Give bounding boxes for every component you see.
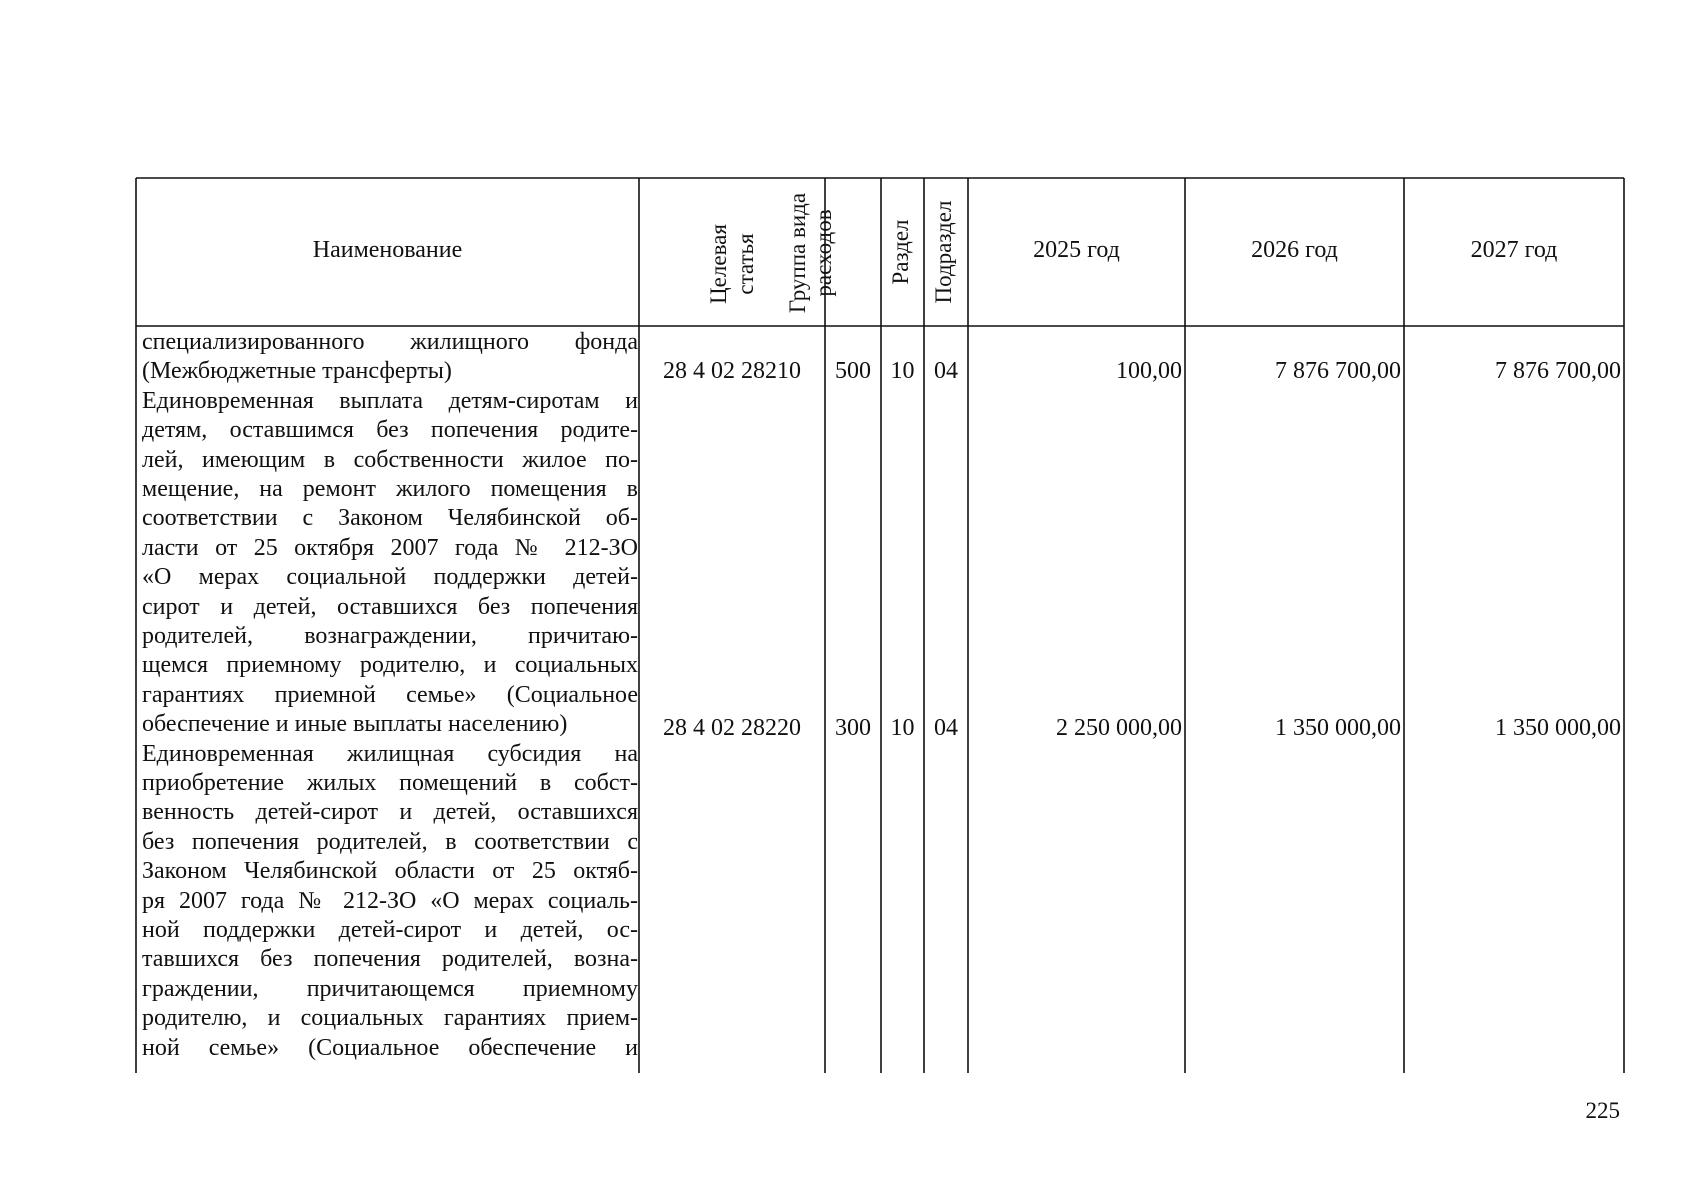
desc-line: «О мерах социальной поддержки детей- [142, 564, 638, 590]
header-2025: 2025 год [1033, 237, 1120, 263]
row1-2025: 100,00 [1116, 358, 1182, 384]
desc-line: сирот и детей, оставшихся без попечения [142, 594, 638, 620]
header-section: Раздел [888, 219, 913, 285]
desc-line: гарантиях приемной семье» (Социальное [142, 682, 638, 708]
desc-line: приобретение жилых помещений в собст- [142, 770, 638, 796]
row2-2025: 2 250 000,00 [1056, 715, 1182, 741]
row1-group: 500 [835, 358, 871, 384]
page-number: 225 [1585, 1098, 1620, 1123]
header-target-line2: статья [733, 233, 758, 295]
header-target [705, 146, 759, 382]
header-group-line1: Группа вида [785, 192, 810, 314]
row2-2026: 1 350 000,00 [1275, 715, 1401, 741]
header-name: Наименование [312, 237, 463, 263]
desc-line: Законом Челябинской области от 25 октяб- [142, 858, 638, 884]
row2-2027: 1 350 000,00 [1495, 715, 1621, 741]
desc-line: мещение, на ремонт жилого помещения в [142, 476, 638, 502]
desc-line: (Межбюджетные трансферты) [142, 358, 452, 384]
row1-2026: 7 876 700,00 [1275, 358, 1401, 384]
desc-line: тавшихся без попечения родителей, возна- [142, 946, 638, 972]
row1-target: 28 4 02 28210 [663, 358, 801, 384]
desc-line: граждении, причитающемся приемному [142, 976, 638, 1002]
row1-subsection: 04 [934, 358, 958, 384]
header-subsection: Подраздел [931, 200, 956, 304]
desc-line: венность детей-сирот и детей, оставшихся [142, 799, 638, 825]
header-2027: 2027 год [1470, 237, 1558, 263]
desc-line: Единовременная жилищная субсидия на [142, 741, 638, 767]
desc-line: родителю, и социальных гарантиях прием- [142, 1005, 638, 1031]
row2-group: 300 [835, 715, 871, 741]
desc-line: щемся приемному родителю, и социальных [142, 652, 638, 678]
desc-line: без попечения родителей, в соответствии с [142, 829, 638, 855]
desc-line: обеспечение и иные выплаты населению) [142, 711, 568, 737]
desc-line: Единовременная выплата детям-сиротам и [142, 388, 638, 414]
row2-section: 10 [890, 715, 915, 741]
desc-line: детям, оставшимся без попечения родите- [142, 417, 638, 443]
header-group-line2: расходов [811, 209, 836, 297]
header-target-line1: Целевая [706, 224, 731, 304]
desc-line: лей, имеющим в собственности жилое по- [142, 447, 638, 473]
desc-line: ласти от 25 октября 2007 года № 212-ЗО [142, 535, 638, 561]
desc-line: соответствии с Законом Челябинской об- [142, 505, 638, 531]
desc-line: специализированного жилищного фонда [142, 329, 638, 355]
desc-line: ной поддержки детей-сирот и детей, ос- [142, 917, 638, 943]
row2-target: 28 4 02 28220 [663, 715, 801, 741]
desc-line: ной семье» (Социальное обеспечение и [142, 1035, 638, 1061]
desc-line: ря 2007 года № 212-ЗО «О мерах социаль- [142, 888, 638, 914]
header-2026: 2026 год [1251, 237, 1338, 263]
header-group [785, 179, 837, 327]
row1-2027: 7 876 700,00 [1495, 358, 1621, 384]
row2-subsection: 04 [934, 715, 958, 741]
row1-section: 10 [890, 358, 915, 384]
desc-line: родителей, вознаграждении, причитаю- [142, 623, 638, 649]
